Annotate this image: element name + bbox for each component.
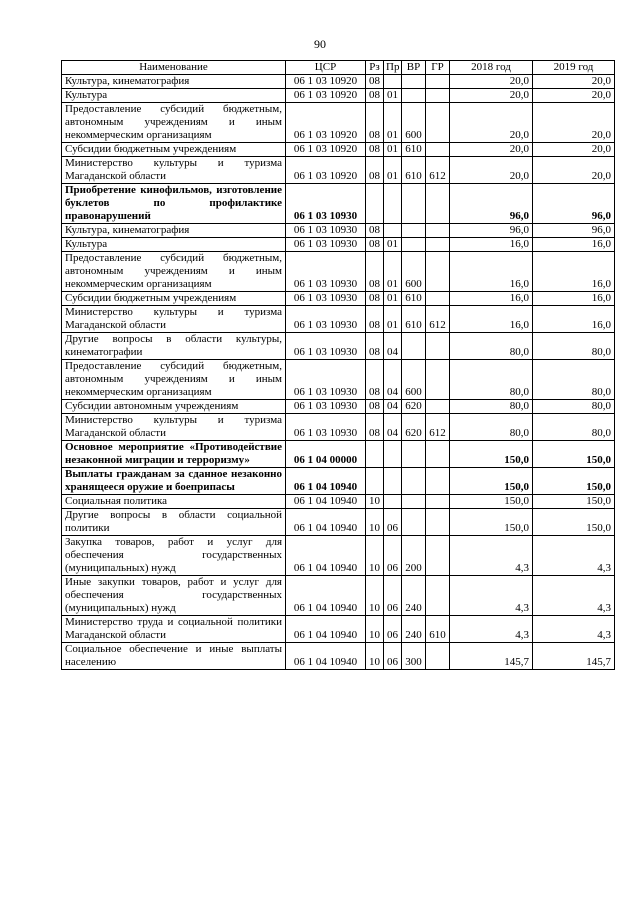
row-csr: 06 1 04 10940 <box>286 509 366 536</box>
row-csr: 06 1 03 10930 <box>286 333 366 360</box>
row-vr: 600 <box>402 103 426 143</box>
row-vr: 610 <box>402 143 426 157</box>
row-2018: 150,0 <box>450 468 533 495</box>
row-2019: 80,0 <box>533 360 615 400</box>
row-vr: 610 <box>402 157 426 184</box>
row-vr <box>402 224 426 238</box>
row-vr: 620 <box>402 400 426 414</box>
row-pr <box>384 495 402 509</box>
row-vr <box>402 238 426 252</box>
row-name: Культура <box>62 89 286 103</box>
row-vr <box>402 184 426 224</box>
row-rz: 08 <box>366 360 384 400</box>
row-gr: 612 <box>426 157 450 184</box>
row-2018: 80,0 <box>450 400 533 414</box>
row-pr: 01 <box>384 143 402 157</box>
row-rz: 10 <box>366 536 384 576</box>
row-gr <box>426 252 450 292</box>
row-csr: 06 1 04 10940 <box>286 643 366 670</box>
table-row <box>62 643 615 670</box>
row-2018: 150,0 <box>450 495 533 509</box>
row-gr <box>426 143 450 157</box>
row-2018: 16,0 <box>450 252 533 292</box>
row-gr <box>426 360 450 400</box>
row-csr: 06 1 03 10930 <box>286 224 366 238</box>
row-2019: 150,0 <box>533 509 615 536</box>
row-vr <box>402 468 426 495</box>
row-pr: 04 <box>384 360 402 400</box>
header-vr: ВР <box>402 61 426 75</box>
row-2018: 20,0 <box>450 75 533 89</box>
row-name: Закупка товаров, работ и услуг для обеспечения государственных (муниципальных) нужд <box>62 536 286 576</box>
row-2018: 20,0 <box>450 157 533 184</box>
row-gr <box>426 400 450 414</box>
table-row <box>62 333 615 360</box>
header-rz: Рз <box>366 61 384 75</box>
row-name: Социальная политика <box>62 495 286 509</box>
row-csr: 06 1 03 10930 <box>286 292 366 306</box>
header-csr: ЦСР <box>286 61 366 75</box>
row-2019: 150,0 <box>533 495 615 509</box>
row-gr <box>426 184 450 224</box>
row-pr: 01 <box>384 238 402 252</box>
table-body <box>62 75 615 670</box>
row-vr <box>402 509 426 536</box>
row-csr: 06 1 04 10940 <box>286 576 366 616</box>
row-rz <box>366 441 384 468</box>
row-rz: 08 <box>366 143 384 157</box>
row-csr: 06 1 03 10930 <box>286 252 366 292</box>
row-2019: 16,0 <box>533 292 615 306</box>
row-pr: 01 <box>384 89 402 103</box>
row-rz: 10 <box>366 643 384 670</box>
row-rz: 08 <box>366 103 384 143</box>
table-header-row <box>62 61 615 75</box>
row-2018: 16,0 <box>450 238 533 252</box>
row-vr: 610 <box>402 306 426 333</box>
row-pr <box>384 75 402 89</box>
row-rz: 08 <box>366 306 384 333</box>
row-2019: 20,0 <box>533 157 615 184</box>
row-gr <box>426 495 450 509</box>
row-2018: 80,0 <box>450 360 533 400</box>
row-vr: 600 <box>402 360 426 400</box>
row-2019: 4,3 <box>533 536 615 576</box>
row-csr: 06 1 03 10920 <box>286 89 366 103</box>
row-vr: 600 <box>402 252 426 292</box>
row-name: Культура, кинематография <box>62 224 286 238</box>
row-pr: 06 <box>384 536 402 576</box>
table-row <box>62 143 615 157</box>
row-gr <box>426 103 450 143</box>
row-csr: 06 1 03 10920 <box>286 103 366 143</box>
row-pr: 01 <box>384 103 402 143</box>
row-pr <box>384 184 402 224</box>
table-row <box>62 536 615 576</box>
row-vr <box>402 75 426 89</box>
table-row <box>62 468 615 495</box>
row-rz: 10 <box>366 495 384 509</box>
row-gr <box>426 576 450 616</box>
row-2018: 80,0 <box>450 414 533 441</box>
row-csr: 06 1 03 10930 <box>286 360 366 400</box>
row-name: Иные закупки товаров, работ и услуг для обеспечения государственных (муниципальных) нужд <box>62 576 286 616</box>
row-2019: 80,0 <box>533 414 615 441</box>
row-2018: 80,0 <box>450 333 533 360</box>
row-name: Предоставление субсидий бюджетным, автономным учреждениям и иным некоммерческим организациям <box>62 252 286 292</box>
row-2019: 4,3 <box>533 576 615 616</box>
row-csr: 06 1 03 10930 <box>286 400 366 414</box>
row-name: Выплаты гражданам за сданное незаконно хранящееся оружие и боеприпасы <box>62 468 286 495</box>
row-2018: 4,3 <box>450 616 533 643</box>
row-2019: 80,0 <box>533 400 615 414</box>
header-2018: 2018 год <box>450 61 533 75</box>
row-2019: 16,0 <box>533 306 615 333</box>
row-2019: 20,0 <box>533 103 615 143</box>
row-2019: 20,0 <box>533 89 615 103</box>
row-gr <box>426 441 450 468</box>
row-csr: 06 1 04 00000 <box>286 441 366 468</box>
row-gr <box>426 224 450 238</box>
row-csr: 06 1 03 10930 <box>286 184 366 224</box>
row-gr <box>426 292 450 306</box>
row-pr <box>384 441 402 468</box>
row-rz: 08 <box>366 224 384 238</box>
row-name: Министерство культуры и туризма Магаданской области <box>62 157 286 184</box>
row-vr: 610 <box>402 292 426 306</box>
row-2018: 16,0 <box>450 306 533 333</box>
row-gr <box>426 643 450 670</box>
row-2019: 20,0 <box>533 75 615 89</box>
row-2018: 16,0 <box>450 292 533 306</box>
row-name: Министерство культуры и туризма Магаданской области <box>62 414 286 441</box>
row-name: Социальное обеспечение и иные выплаты населению <box>62 643 286 670</box>
row-pr: 01 <box>384 306 402 333</box>
header-name: Наименование <box>62 61 286 75</box>
row-gr <box>426 509 450 536</box>
row-rz: 10 <box>366 576 384 616</box>
row-pr: 01 <box>384 252 402 292</box>
row-2019: 4,3 <box>533 616 615 643</box>
row-name: Культура <box>62 238 286 252</box>
table-row <box>62 441 615 468</box>
row-name: Субсидии бюджетным учреждениям <box>62 292 286 306</box>
header-gr: ГР <box>426 61 450 75</box>
page-number: 90 <box>314 37 326 51</box>
row-rz: 08 <box>366 157 384 184</box>
row-pr: 04 <box>384 414 402 441</box>
row-csr: 06 1 03 10920 <box>286 75 366 89</box>
table-row <box>62 184 615 224</box>
row-pr: 06 <box>384 509 402 536</box>
row-rz: 10 <box>366 616 384 643</box>
row-gr <box>426 75 450 89</box>
row-csr: 06 1 03 10930 <box>286 414 366 441</box>
row-csr: 06 1 04 10940 <box>286 468 366 495</box>
row-2018: 145,7 <box>450 643 533 670</box>
row-gr: 610 <box>426 616 450 643</box>
row-name: Предоставление субсидий бюджетным, автономным учреждениям и иным некоммерческим организациям <box>62 360 286 400</box>
row-2019: 145,7 <box>533 643 615 670</box>
row-vr <box>402 495 426 509</box>
row-2019: 80,0 <box>533 333 615 360</box>
header-2019: 2019 год <box>533 61 615 75</box>
row-gr: 612 <box>426 414 450 441</box>
row-2019: 20,0 <box>533 143 615 157</box>
row-csr: 06 1 03 10920 <box>286 143 366 157</box>
table-row <box>62 103 615 143</box>
row-2018: 20,0 <box>450 89 533 103</box>
row-2019: 16,0 <box>533 238 615 252</box>
row-rz <box>366 184 384 224</box>
row-2018: 20,0 <box>450 103 533 143</box>
row-name: Приобретение кинофильмов, изготовление буклетов по профилактике правонарушений <box>62 184 286 224</box>
header-pr: Пр <box>384 61 402 75</box>
row-pr: 06 <box>384 643 402 670</box>
row-gr <box>426 536 450 576</box>
row-name: Другие вопросы в области социальной политики <box>62 509 286 536</box>
table-row <box>62 252 615 292</box>
row-gr <box>426 468 450 495</box>
row-name: Основное мероприятие «Противодействие незаконной миграции и терроризму» <box>62 441 286 468</box>
row-csr: 06 1 04 10940 <box>286 495 366 509</box>
row-rz: 08 <box>366 238 384 252</box>
row-vr: 300 <box>402 643 426 670</box>
table-row <box>62 360 615 400</box>
table-row <box>62 157 615 184</box>
row-csr: 06 1 04 10940 <box>286 536 366 576</box>
row-2018: 150,0 <box>450 441 533 468</box>
row-pr <box>384 468 402 495</box>
row-csr: 06 1 03 10930 <box>286 306 366 333</box>
row-rz: 08 <box>366 252 384 292</box>
table-row <box>62 495 615 509</box>
row-vr: 240 <box>402 576 426 616</box>
row-rz: 10 <box>366 509 384 536</box>
row-pr: 06 <box>384 616 402 643</box>
row-rz: 08 <box>366 414 384 441</box>
row-name: Субсидии бюджетным учреждениям <box>62 143 286 157</box>
row-2018: 20,0 <box>450 143 533 157</box>
row-vr <box>402 89 426 103</box>
row-name: Министерство культуры и туризма Магаданской области <box>62 306 286 333</box>
row-name: Субсидии автономным учреждениям <box>62 400 286 414</box>
row-2019: 96,0 <box>533 184 615 224</box>
row-csr: 06 1 04 10940 <box>286 616 366 643</box>
table-row <box>62 238 615 252</box>
row-name: Культура, кинематография <box>62 75 286 89</box>
row-csr: 06 1 03 10920 <box>286 157 366 184</box>
row-2018: 4,3 <box>450 536 533 576</box>
table-row <box>62 89 615 103</box>
table-row <box>62 306 615 333</box>
row-2019: 16,0 <box>533 252 615 292</box>
row-gr <box>426 238 450 252</box>
table-row <box>62 224 615 238</box>
row-name: Министерство труда и социальной политики Магаданской области <box>62 616 286 643</box>
table-row <box>62 576 615 616</box>
row-2018: 4,3 <box>450 576 533 616</box>
row-vr <box>402 333 426 360</box>
table-row <box>62 616 615 643</box>
row-2018: 96,0 <box>450 224 533 238</box>
row-pr: 06 <box>384 576 402 616</box>
row-pr: 01 <box>384 292 402 306</box>
row-rz: 08 <box>366 333 384 360</box>
row-pr <box>384 224 402 238</box>
row-2018: 96,0 <box>450 184 533 224</box>
row-csr: 06 1 03 10930 <box>286 238 366 252</box>
row-gr <box>426 89 450 103</box>
row-rz: 08 <box>366 400 384 414</box>
row-vr: 200 <box>402 536 426 576</box>
row-vr <box>402 441 426 468</box>
row-vr: 240 <box>402 616 426 643</box>
row-pr: 04 <box>384 333 402 360</box>
row-pr: 04 <box>384 400 402 414</box>
row-2019: 96,0 <box>533 224 615 238</box>
row-rz: 08 <box>366 292 384 306</box>
row-2018: 150,0 <box>450 509 533 536</box>
table-row <box>62 292 615 306</box>
row-rz: 08 <box>366 89 384 103</box>
row-gr <box>426 333 450 360</box>
row-gr: 612 <box>426 306 450 333</box>
budget-table <box>61 60 615 670</box>
table-row <box>62 75 615 89</box>
row-pr: 01 <box>384 157 402 184</box>
row-rz <box>366 468 384 495</box>
table-row <box>62 414 615 441</box>
table-row <box>62 509 615 536</box>
table-row <box>62 400 615 414</box>
row-rz: 08 <box>366 75 384 89</box>
row-2019: 150,0 <box>533 441 615 468</box>
row-name: Другие вопросы в области культуры, кинематографии <box>62 333 286 360</box>
row-2019: 150,0 <box>533 468 615 495</box>
row-vr: 620 <box>402 414 426 441</box>
row-name: Предоставление субсидий бюджетным, автономным учреждениям и иным некоммерческим организациям <box>62 103 286 143</box>
